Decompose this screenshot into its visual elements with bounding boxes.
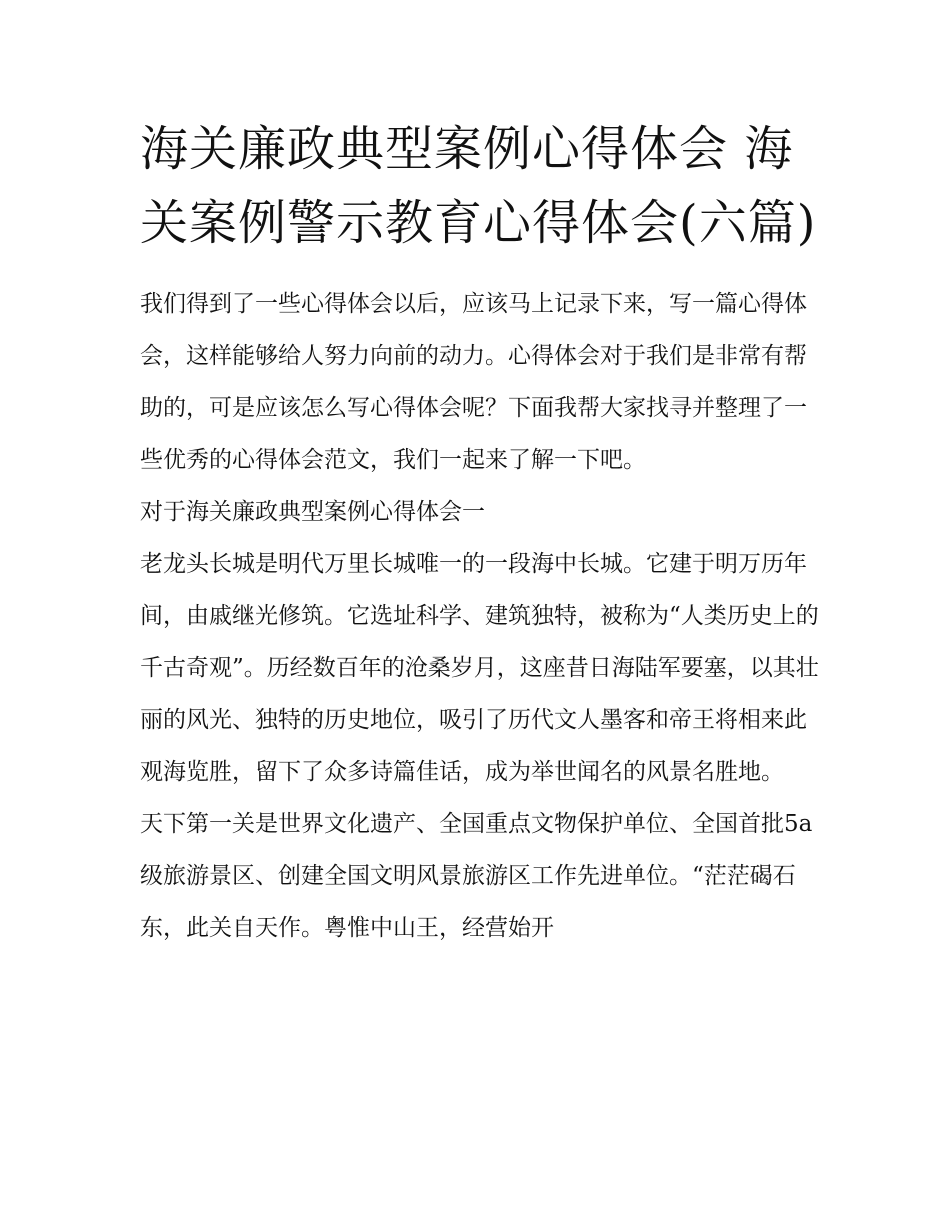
section-heading-1: 对于海关廉政典型案例心得体会一 <box>140 499 485 525</box>
body-paragraph-2: 天下第一关是世界文化遗产、全国重点文物保护单位、全国首批5a级旅游景区、创建全国文明风景旅游区工作先进单位。“茫茫碣石东，此关自天作。粤惟中山王，经营始开 <box>140 811 813 941</box>
document-title: 海关廉政典型案例心得体会 海关案例警示教育心得体会(六篇) <box>140 121 817 251</box>
body-paragraph-1: 老龙头长城是明代万里长城唯一的一段海中长城。它建于明万历年间，由戚继光修筑。它选址科学、建筑独特，被称为“人类历史上的千古奇观”。历经数百年的沧桑岁月，这座昔日海陆军要塞，以其壮丽的风光、独特的历史地位，吸引了历代文人墨客和帝王将相来此观海览胜，留下了众多诗篇佳话，成为举世闻名的风景名胜地。 <box>140 551 819 785</box>
intro-paragraph: 我们得到了一些心得体会以后，应该马上记录下来，写一篇心得体会，这样能够给人努力向前的动力。心得体会对于我们是非常有帮助的，可是应该怎么写心得体会呢？下面我帮大家找寻并整理了一些优秀的心得体会范文，我们一起来了解一下吧。 <box>140 291 807 473</box>
document-page <box>140 112 820 954</box>
